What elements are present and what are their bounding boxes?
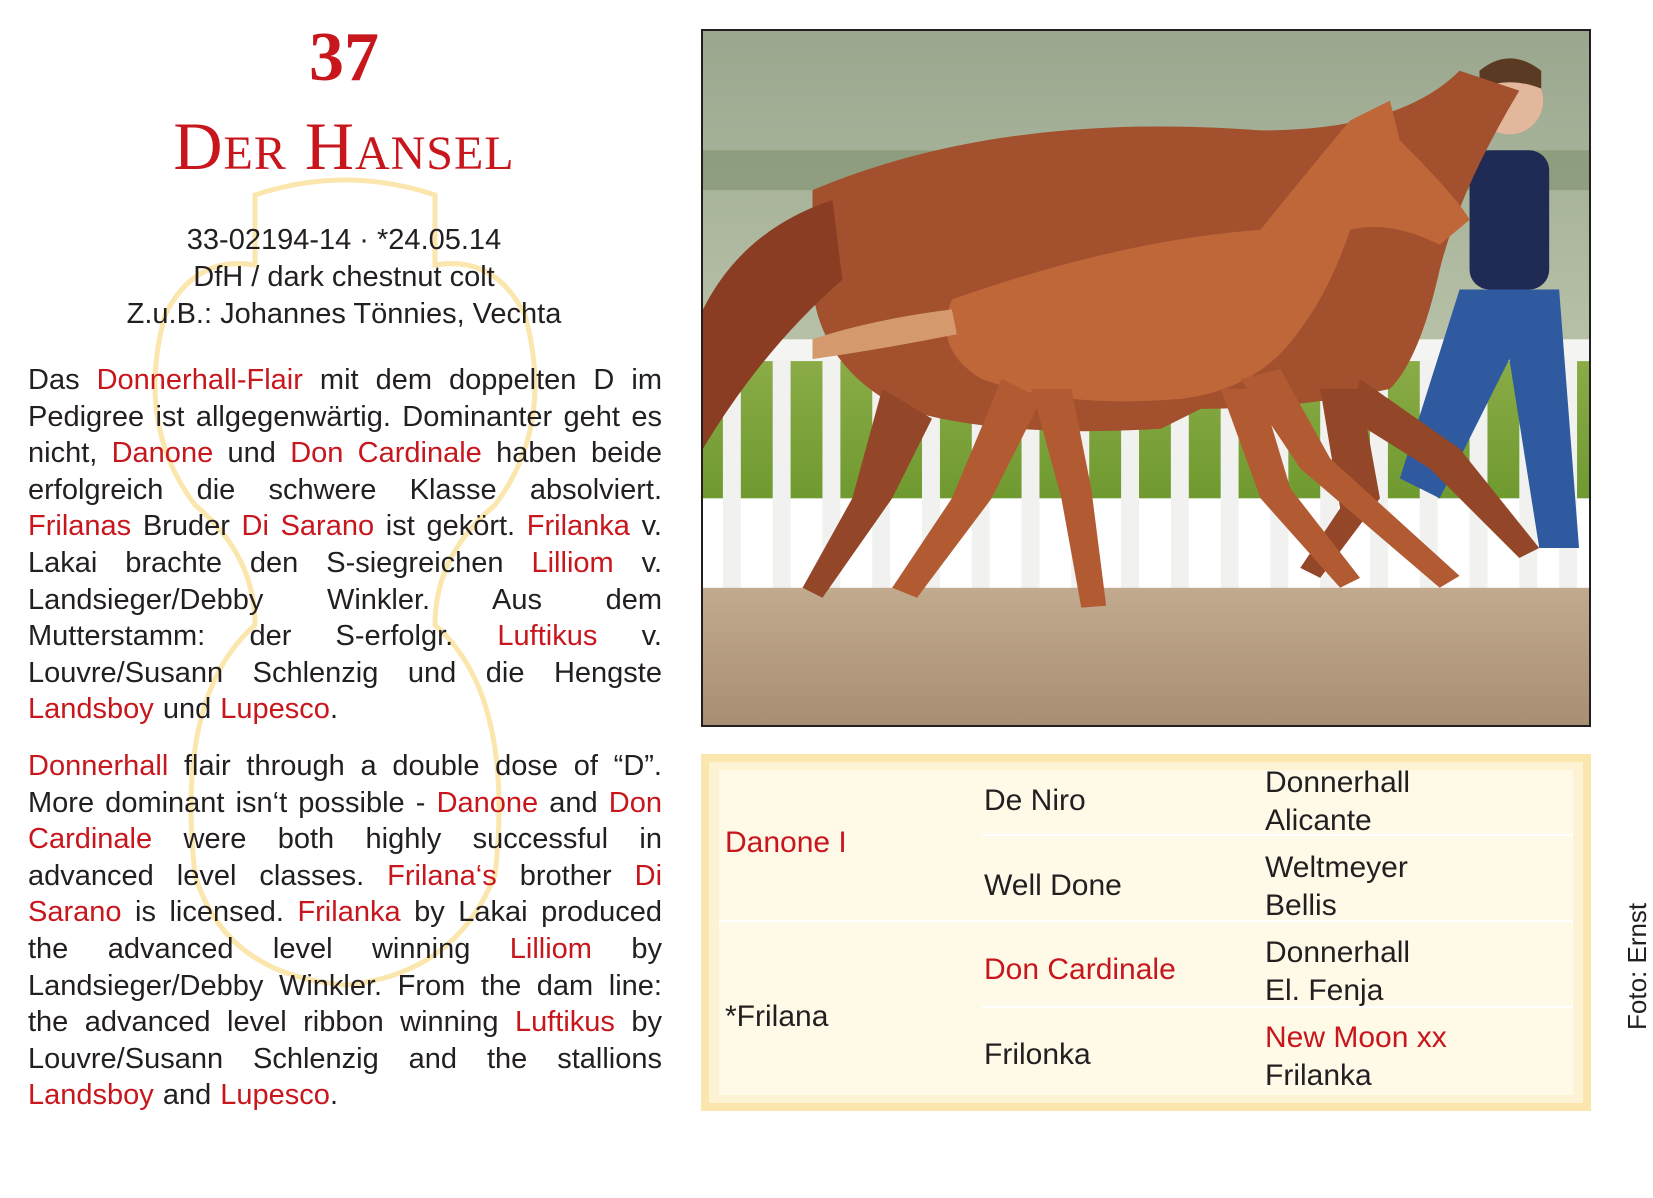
text-segment: . [329,1079,338,1112]
horse-name-highlight: Frilanas [28,510,132,543]
horse-name-highlight: Luftikus [497,620,598,653]
horse-name-highlight: Donnerhall [28,750,169,782]
pedigree-ggp-7: New Moon xx [1265,1021,1447,1054]
horse-name-highlight: Luftikus [514,1006,615,1039]
horse-name-highlight: Frilanka [297,896,401,929]
description-english [28,748,662,1114]
horse-name-highlight: Frilana‘s [387,859,497,892]
text-segment: mit dem doppelten D im Pedigree ist allgegenwärtig. Dominanter geht es nicht, [28,364,662,470]
text-segment: by Landsieger/Debby Winkler. From the dam line: the advanced level ribbon winning [28,932,662,1039]
horse-name: Der Hansel [173,108,515,184]
pedigree-ggp-4: Bellis [1265,889,1337,922]
pedigree-ggp-6: El. Fenja [1265,974,1384,1007]
text-segment: and [538,786,609,819]
pedigree-ggp-8: Frilanka [1265,1059,1372,1092]
text-segment: v. Lakai brachte den S-siegreichen [28,510,662,579]
text-segment: ist gekört. [374,510,527,543]
lot-number: 37 [309,19,379,96]
lot-header [28,18,660,333]
pedigree-divider [719,920,1573,922]
breeder: Z.u.B.: Johannes Tönnies, Vechta [126,298,562,330]
photo-credit: Foto: Ernst [1622,902,1652,1030]
horse-name-highlight: Frilanka [526,510,630,543]
horse-details [28,222,660,333]
breed-and-color: DfH / dark chestnut colt [193,261,495,293]
registration-and-birthdate: 33-02194-14 · *24.05.14 [186,224,502,256]
pedigree-grid [719,766,1573,1095]
horse-name-highlight: Don Cardinale [290,437,482,470]
text-segment: und [213,437,291,470]
horse-name-highlight: Lupesco [220,1079,330,1112]
pedigree-sire-sire: De Niro [984,784,1086,817]
pedigree-ggp-2: Alicante [1265,804,1372,837]
pedigree-sire: Danone I [725,826,847,859]
pedigree-dam: *Frilana [725,1000,829,1033]
text-segment: Das [28,364,97,396]
pedigree-dam-dam: Frilonka [984,1038,1091,1071]
text-segment: Bruder [131,510,242,543]
text-segment: by Lakai produced the advanced level winning [28,896,662,965]
horse-name-highlight: Don Cardinale [28,786,662,856]
text-segment: and [153,1079,221,1112]
text-segment: is licensed. [121,896,298,929]
description-german [28,362,662,728]
horse-name-highlight: Landsboy [28,1079,154,1112]
text-segment: haben beide erfolgreich die schwere Klasse absolviert. [28,437,662,506]
text-segment: . [329,693,338,726]
text-segment: v. Louvre/Susann Schlenzig und die Hengste [28,620,662,689]
pedigree-ggp-3: Weltmeyer [1265,851,1408,884]
horse-photo-illustration [703,31,1589,725]
pedigree-table [701,754,1591,1111]
text-segment: flair through a double dose of “D”. More dominant isn‘t possible - [28,750,662,819]
horse-photo [701,29,1591,727]
text-segment: were both highly successful in advanced level classes. [28,823,662,892]
horse-name-highlight: Di Sarano [28,859,663,929]
horse-name-highlight: Lilliom [531,546,614,579]
text-segment: brother [496,859,635,892]
horse-name-highlight: Lilliom [509,932,592,965]
horse-name-highlight: Danone [436,786,539,819]
horse-name-highlight: Landsboy [28,693,154,726]
horse-name-highlight: Danone [111,437,214,470]
text-segment: v. Landsieger/Debby Winkler. Aus dem Mutterstamm: der S-erfolgr. [28,546,663,653]
pedigree-sire-dam: Well Done [984,869,1122,902]
text-segment: und [153,693,221,726]
horse-name-highlight: Di Sarano [241,510,375,543]
text-segment: by Louvre/Susann Schlenzig and the stallions [28,1006,663,1075]
horse-name-highlight: Lupesco [220,693,330,726]
pedigree-dam-sire: Don Cardinale [984,953,1176,986]
pedigree-ggp-5: Donnerhall [1265,936,1411,969]
pedigree-ggp-1: Donnerhall [1265,766,1411,799]
horse-name-highlight: Donnerhall-Flair [96,364,303,396]
